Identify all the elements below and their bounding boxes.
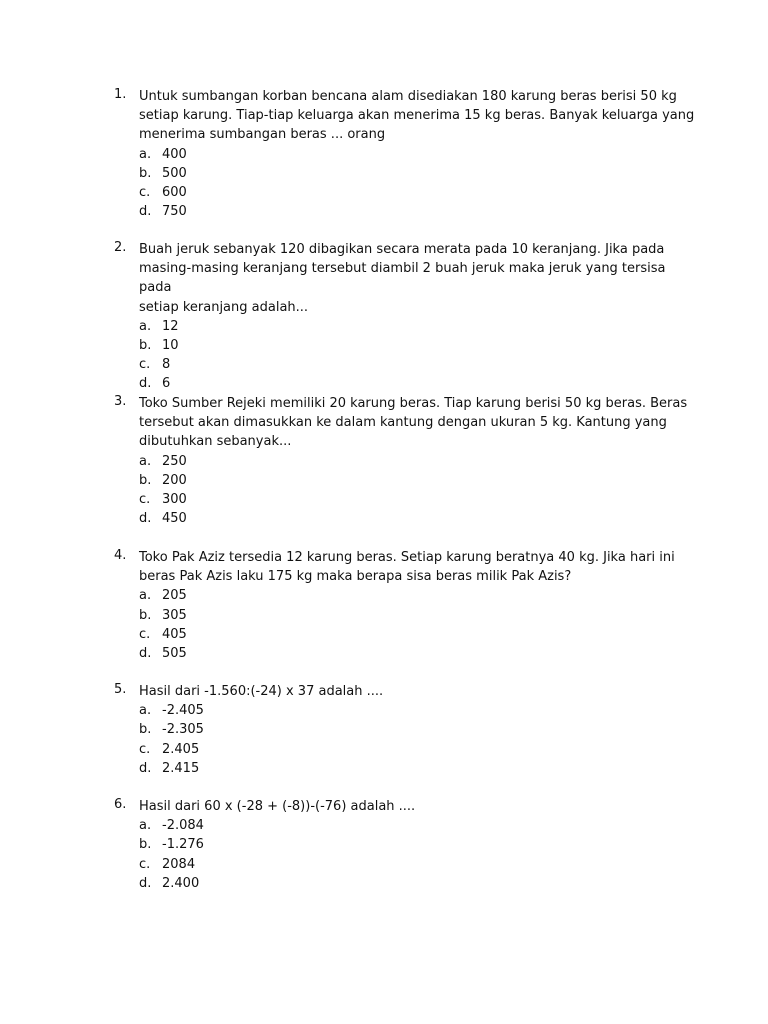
question-4	[114, 548, 714, 663]
option-letter: a.	[139, 703, 152, 719]
option-letter: b.	[139, 837, 152, 853]
question-number: 2.	[114, 240, 127, 255]
option-letter: c.	[139, 357, 151, 373]
option-b	[139, 471, 714, 490]
answer-options	[139, 145, 714, 222]
answer-options	[139, 317, 714, 394]
question-line: Hasil dari -1.560:(-24) x 37 adalah ....	[139, 684, 384, 699]
answer-options	[139, 586, 714, 663]
option-a	[139, 816, 714, 835]
option-text: 6	[162, 376, 171, 392]
question-number: 3.	[114, 394, 127, 409]
option-a	[139, 145, 714, 164]
option-a	[139, 317, 714, 336]
option-d	[139, 509, 714, 528]
option-text: 600	[162, 184, 187, 200]
option-letter: c.	[139, 184, 151, 200]
question-line: Toko Sumber Rejeki memiliki 20 karung beras. Tiap karung berisi 50 kg beras. Beras	[139, 396, 688, 411]
option-d	[139, 874, 714, 893]
question-line: Toko Pak Aziz tersedia 12 karung beras. Setiap karung beratnya 40 kg. Jika hari ini	[139, 550, 675, 565]
answer-options	[139, 816, 714, 893]
option-text: -2.305	[162, 722, 204, 738]
option-letter: b.	[139, 722, 152, 738]
option-text: 750	[162, 204, 187, 220]
question-line: tersebut akan dimasukkan ke dalam kantung dengan ukuran 5 kg. Kantung yang	[139, 415, 667, 431]
option-letter: b.	[139, 165, 152, 181]
option-text: 300	[162, 491, 187, 507]
option-letter: d.	[139, 376, 152, 392]
answer-options	[139, 452, 714, 529]
option-a	[139, 701, 714, 720]
option-letter: b.	[139, 472, 152, 488]
option-d	[139, 644, 714, 663]
option-a	[139, 586, 714, 605]
option-letter: b.	[139, 607, 152, 623]
option-letter: a.	[139, 146, 152, 162]
option-text: 250	[162, 453, 187, 469]
question-text	[139, 394, 699, 452]
question-line: Buah jeruk sebanyak 120 dibagikan secara merata pada 10 keranjang. Jika pada	[139, 242, 665, 257]
question-text	[139, 240, 699, 317]
option-b	[139, 720, 714, 739]
option-text: 200	[162, 472, 187, 488]
option-c	[139, 490, 714, 509]
option-text: -2.405	[162, 703, 204, 719]
option-b	[139, 606, 714, 625]
question-number: 1.	[114, 87, 127, 102]
option-letter: a.	[139, 588, 152, 604]
option-text: 12	[162, 318, 179, 334]
question-text	[139, 797, 699, 816]
option-d	[139, 759, 714, 778]
option-d	[139, 202, 714, 221]
option-letter: b.	[139, 338, 152, 353]
question-1	[114, 87, 714, 221]
question-5	[114, 682, 714, 778]
question-text	[139, 548, 699, 586]
question-line: setiap karung. Tiap-tiap keluarga akan menerima 15 kg beras. Banyak keluarga yang	[139, 108, 695, 124]
option-text: 205	[162, 588, 187, 604]
option-b	[139, 336, 714, 355]
question-number: 5.	[114, 682, 127, 697]
question-line: Hasil dari 60 x (-28 + (-8))-(-76) adalah ....	[139, 799, 416, 814]
option-text: 2084	[162, 856, 196, 872]
question-number: 6.	[114, 797, 127, 812]
option-text: -1.276	[162, 837, 204, 853]
option-b	[139, 164, 714, 183]
option-letter: a.	[139, 318, 152, 334]
option-text: 405	[162, 626, 187, 642]
option-text: 305	[162, 607, 187, 623]
option-a	[139, 452, 714, 471]
option-letter: a.	[139, 818, 152, 834]
option-text: 10	[162, 338, 179, 353]
option-letter: d.	[139, 511, 152, 527]
option-text: 2.415	[162, 760, 200, 776]
question-line: Untuk sumbangan korban bencana alam disediakan 180 karung beras berisi 50 kg	[139, 89, 677, 104]
answer-options	[139, 701, 714, 778]
option-d	[139, 374, 714, 393]
question-line: masing-masing keranjang tersebut diambil 2 buah jeruk maka jeruk yang tersisa pada	[139, 261, 666, 296]
option-c	[139, 855, 714, 874]
option-letter: c.	[139, 741, 151, 757]
option-letter: d.	[139, 204, 152, 220]
option-b	[139, 835, 714, 854]
option-letter: d.	[139, 760, 152, 776]
question-line: menerima sumbangan beras ... orang	[139, 127, 386, 143]
option-c	[139, 183, 714, 202]
option-text: -2.084	[162, 818, 204, 834]
question-line: setiap keranjang adalah...	[139, 299, 309, 315]
option-letter: c.	[139, 856, 151, 872]
option-letter: d.	[139, 645, 152, 661]
option-text: 8	[162, 357, 171, 373]
option-letter: d.	[139, 875, 152, 891]
question-2	[114, 240, 714, 394]
option-text: 505	[162, 645, 187, 661]
question-6	[114, 797, 714, 893]
option-letter: c.	[139, 491, 151, 507]
question-text	[139, 87, 699, 145]
question-line: dibutuhkan sebanyak...	[139, 434, 292, 450]
question-number: 4.	[114, 548, 127, 563]
option-c	[139, 625, 714, 644]
question-3	[114, 394, 714, 528]
option-text: 2.400	[162, 875, 200, 891]
option-c	[139, 355, 714, 374]
question-line: beras Pak Azis laku 175 kg maka berapa sisa beras milik Pak Azis?	[139, 569, 572, 585]
option-text: 500	[162, 165, 187, 181]
question-text	[139, 682, 699, 701]
option-text: 400	[162, 146, 187, 162]
option-text: 450	[162, 511, 187, 527]
option-letter: a.	[139, 453, 152, 469]
option-c	[139, 740, 714, 759]
option-text: 2.405	[162, 741, 200, 757]
option-letter: c.	[139, 626, 151, 642]
